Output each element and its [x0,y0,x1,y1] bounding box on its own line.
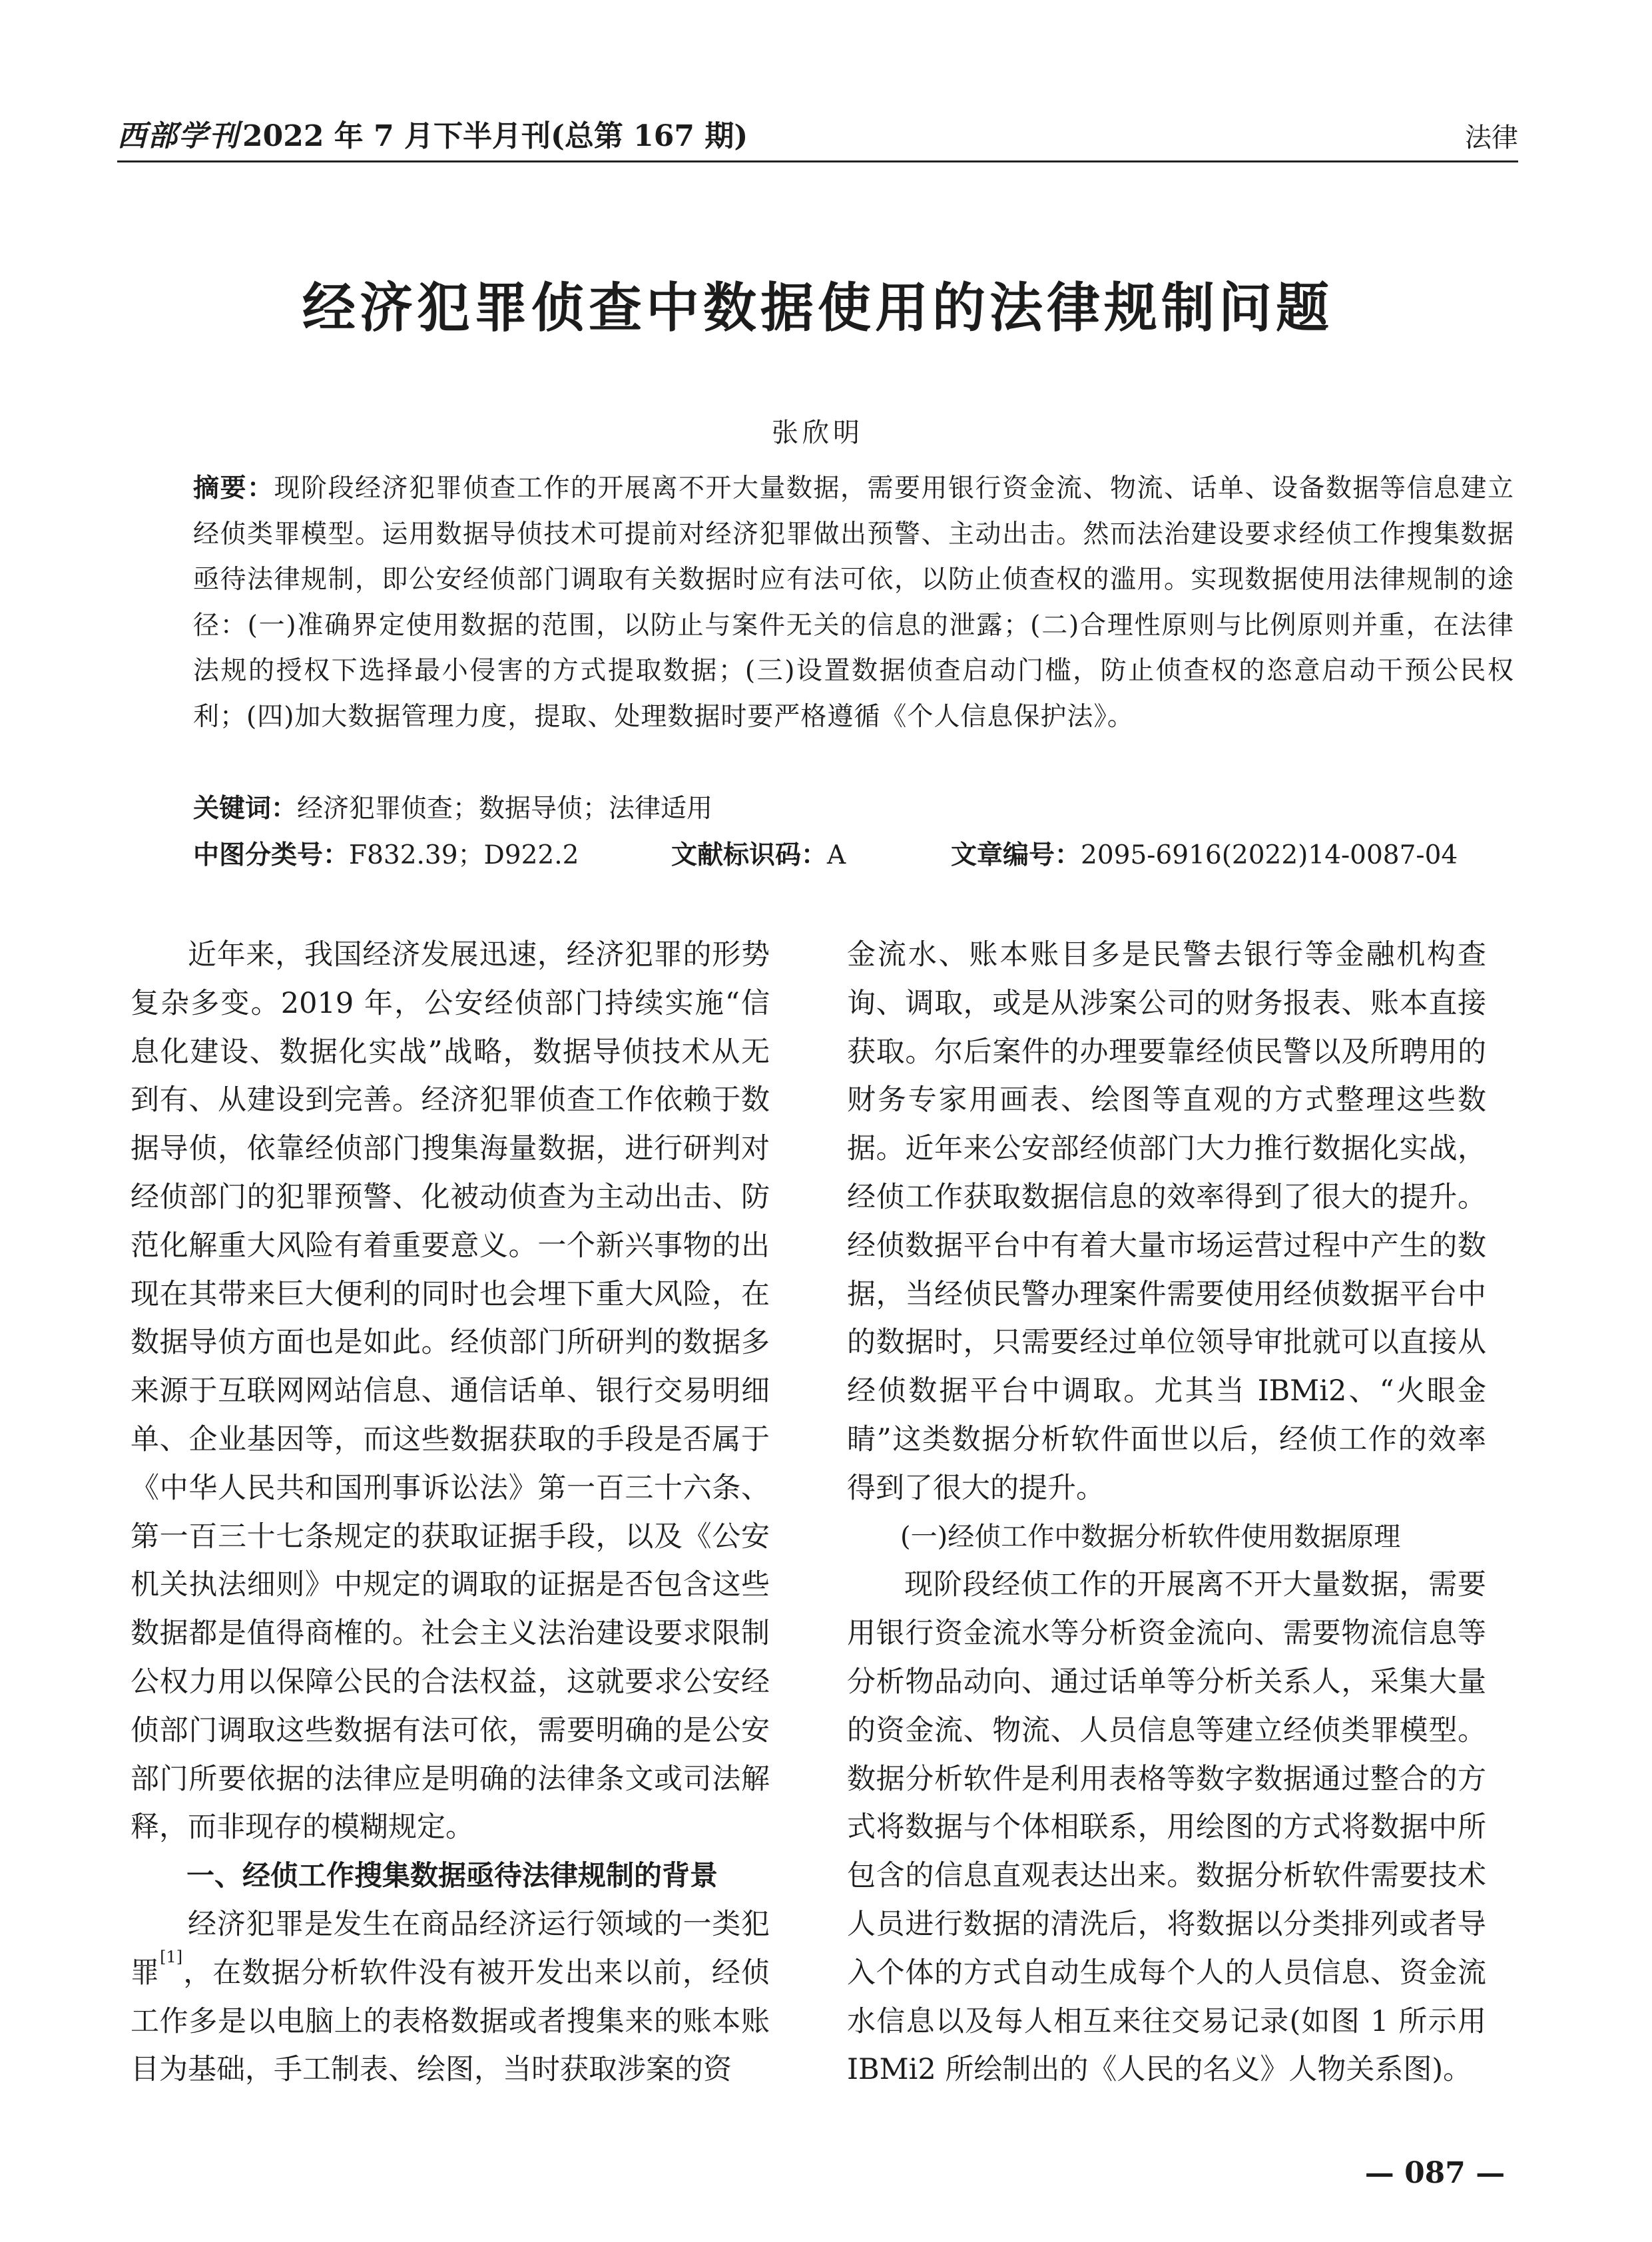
body-text: 经济犯罪是发生在商品经济运行领域的一类犯罪 [131,1907,770,1990]
page-number: — 087 — [1364,2156,1506,2190]
abstract [193,466,1514,740]
body-text: ，在数据分析软件没有被开发出来以前，经侦工作多是以电脑上的表格数据或者搜集来的账本账目为基础，手工制表、绘图，当时获取涉案的资 [131,1956,770,2087]
article-number-line [951,832,1458,879]
issue-info: 2022 年 7 月下半月刊(总第 167 期) [242,119,748,153]
article-title: 经济犯罪侦查中数据使用的法律规制问题 [302,277,1333,339]
doc-code-value: A [827,840,846,870]
body-paragraph: 现阶段经侦工作的开展离不开大量数据，需要用银行资金流水等分析资金流向、需要物流信息等分析物品动向、通过话单等分析关系人，采集大量的资金流、物流、人员信息等建立经侦类罪模型。数据分析软件是利用表格等数字数据通过整合的方式将数据与个体相联系，用绘图的方式将数据中所包含的信息直观表达出来。数据分析软件需要技术人员进行数据的清洗后，将数据以分类排列或者导入个体的方式自动生成每个人的人员信息、资金流水信息以及每人相互来往交易记录(如图 1 所示用 IBMi2 所绘制出的《人民的名义》人物关系图)。 [847,1568,1486,2087]
abstract-label: 摘要： [193,473,274,503]
body-column-left [131,931,770,2094]
section-heading: 一、经侦工作搜集数据亟待法律规制的背景 [186,1859,718,1892]
clc-label: 中图分类号： [193,840,350,870]
keywords-text: 经济犯罪侦查；数据导侦；法律适用 [297,794,713,824]
footnote-reference: [1] [160,1947,183,1966]
abstract-text: 现阶段经济犯罪侦查工作的开展离不开大量数据，需要用银行资金流、物流、话单、设备数据等信息建立经侦类罪模型。运用数据导侦技术可提前对经济犯罪做出预警、主动出击。然而法治建设要求经侦工作搜集数据亟待法律规制，即公安经侦部门调取有关数据时应有法可依，以防止侦查权的滥用。实现数据使用法律规制的途径：(一)准确界定使用数据的范围，以防止与案件无关的信息的泄露；(二)合理性原则与比例原则并重，在法律法规的授权下选择最小侵害的方式提取数据；(三)设置数据侦查启动门槛，防止侦查权的恣意启动干预公民权利；(四)加大数据管理力度，提取、处理数据时要严格遵循《个人信息保护法》。 [193,473,1514,732]
body-paragraph [131,1900,770,2094]
journal-issue-line [117,112,748,154]
body-paragraph: 金流水、账本账目多是民警去银行等金融机构查询、调取，或是从涉案公司的财务报表、账本直接获取。尔后案件的办理要靠经侦民警以及所聘用的财务专家用画表、绘图等直观的方式整理这些数据。近年来公安部经侦部门大力推行数据化实战，经侦工作获取数据信息的效率得到了很大的提升。经侦数据平台中有着大量市场运营过程中产生的数据，当经侦民警办理案件需要使用经侦数据平台中的数据时，只需要经过单位领导审批就可以直接从经侦数据平台中调取。尤其当 IBMi2、“火眼金睛”这类数据分析软件面世以后，经侦工作的效率得到了很大的提升。 [847,938,1486,1505]
clc-line [193,832,579,879]
header-rule [117,160,1518,162]
article-number-label: 文章编号： [951,840,1081,870]
section-label: 法律 [1465,123,1518,153]
body-column-right [847,931,1486,2094]
doc-code-label: 文献标识码： [671,840,828,870]
article-number-value: 2095-6916(2022)14-0087-04 [1081,840,1458,870]
doc-code-line [671,832,846,879]
author-name: 张欣明 [772,418,864,448]
subsection-heading: (一)经侦工作中数据分析软件使用数据原理 [900,1521,1401,1552]
keywords-line [193,786,712,832]
keywords-label: 关键词： [193,794,298,824]
page-header [117,112,1518,162]
journal-logo: 西部学刊 [117,119,240,153]
body-paragraph: 近年来，我国经济发展迅速，经济犯罪的形势复杂多变。2019 年，公安经侦部门持续实施“信息化建设、数据化实战”战略，数据导侦技术从无到有、从建设到完善。经济犯罪侦查工作依赖于数据导侦，依靠经侦部门搜集海量数据，进行研判对经侦部门的犯罪预警、化被动侦查为主动出击、防范化解重大风险有着重要意义。一个新兴事物的出现在其带来巨大便利的同时也会埋下重大风险，在数据导侦方面也是如此。经侦部门所研判的数据多来源于互联网网站信息、通信话单、银行交易明细单、企业基因等，而这些数据获取的手段是否属于《中华人民共和国刑事诉讼法》第一百三十六条、第一百三十七条规定的获取证据手段，以及《公安机关执法细则》中规定的调取的证据是否包含这些数据都是值得商榷的。社会主义法治建设要求限制公权力用以保障公民的合法权益，这就要求公安经侦部门调取这些数据有法可依，需要明确的是公安部门所要依据的法律应是明确的法律条文或司法解释，而非现存的模糊规定。 [131,938,770,1844]
clc-value: F832.39；D922.2 [349,840,579,870]
